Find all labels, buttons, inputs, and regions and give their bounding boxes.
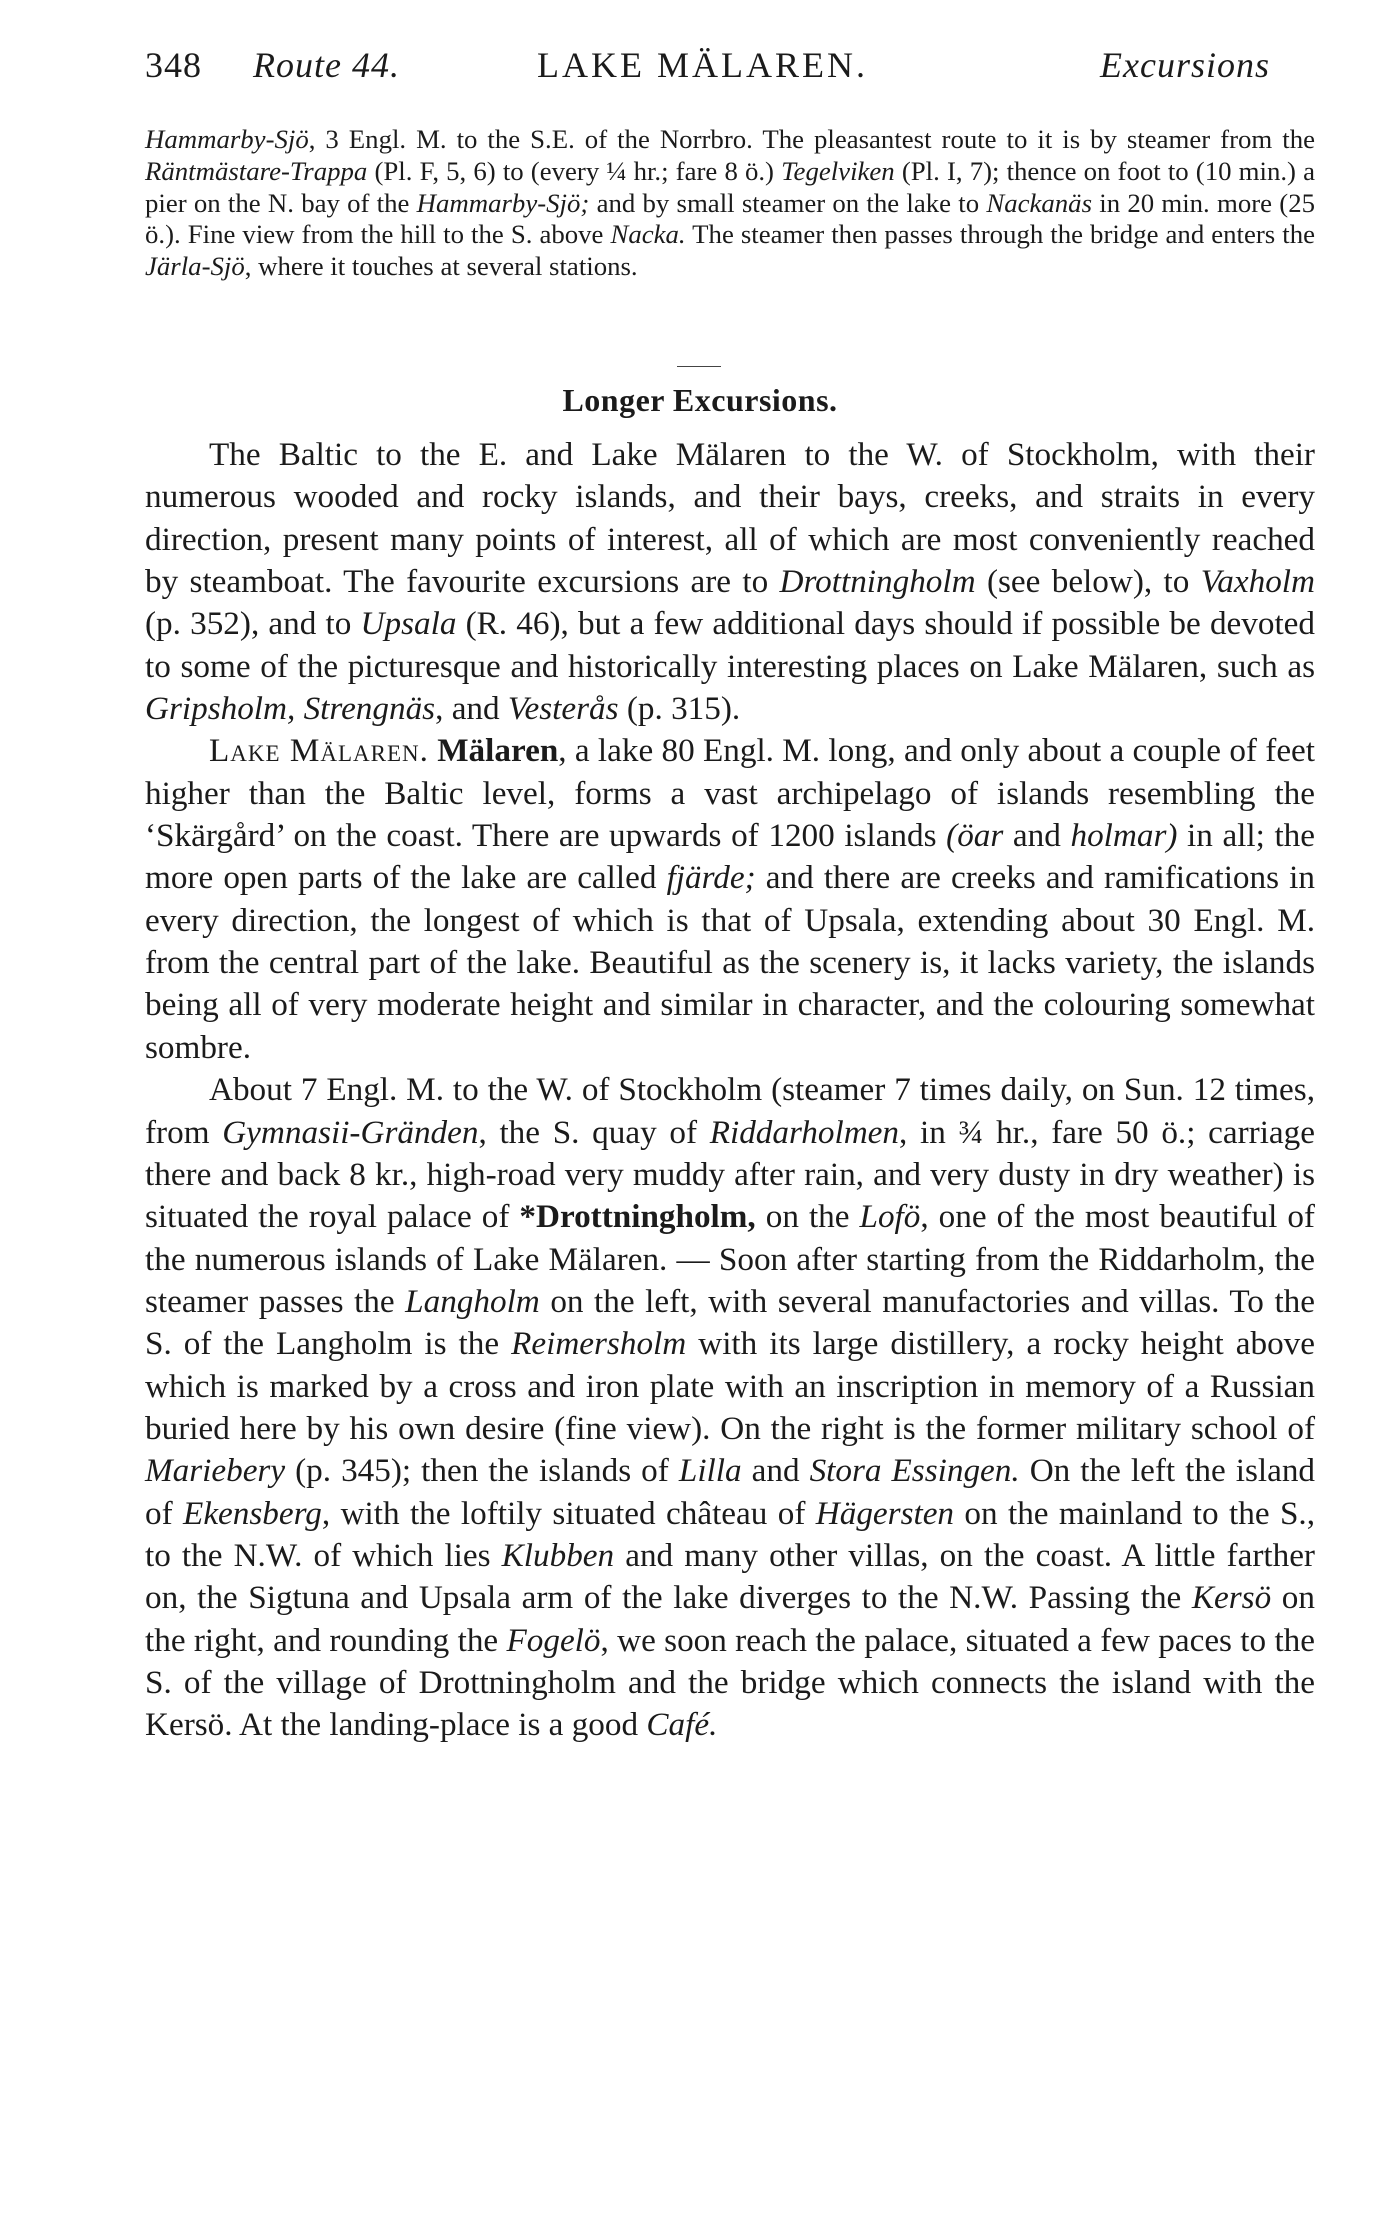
paragraph [145, 730, 1315, 1069]
text-run: , the S. quay of [478, 1113, 710, 1151]
place-name: Hägersten [815, 1494, 955, 1532]
section-label: Excursions [1100, 45, 1270, 85]
place-name: Hammarby-Sjö [145, 124, 309, 154]
place-name: Lofö [859, 1198, 921, 1236]
text-run: The steamer then passes through the bridge and enters the [685, 219, 1315, 250]
running-title: LAKE MÄLAREN. [537, 45, 868, 85]
text-run: on the mainland to the S., to the N.W. of which lies [145, 1494, 1315, 1574]
place-name: Vaxholm [1200, 563, 1315, 601]
text-run: About 7 Engl. M. to the W. of Stockholm (steamer 7 times daily, on Sun. 12 times, from [145, 1071, 1315, 1151]
foreign-term: (öar [946, 817, 1004, 855]
text-run: and [741, 1452, 810, 1490]
text-run: and by small steamer on the lake to [589, 187, 987, 218]
text-run: (Pl. I, 7); thence on foot to (10 min.) a pier on the N. bay of the [145, 155, 1315, 218]
place-name: Räntmästare-Trappa [145, 155, 368, 186]
text-run: on the left, with several manufactories and villas. To the S. of the Langholm is the [145, 1282, 1315, 1363]
text-run: , a lake 80 Engl. M. long, and only about a couple of feet higher than the Baltic level, forms a vast archipelago of islands resembling the ‘Skärgård’ on the coast. There are upwards of 1200 islands [145, 732, 1316, 855]
place-name: Gripsholm, Strengnäs [145, 690, 436, 728]
text-run: , in ¾ hr., fare 50 ö.; carriage there and back 8 kr., high-road very muddy after rain, and very dusty in dry weather) is situated the royal palace of [145, 1113, 1315, 1236]
place-name: Hammarby-Sjö; [416, 187, 590, 218]
page-number: 348 [145, 45, 202, 85]
text-run: , with the loftily situated château of [321, 1494, 816, 1532]
place-name: Café. [646, 1706, 718, 1744]
text-run: On the left the island of [145, 1452, 1316, 1532]
text-run: (see below), to [975, 563, 1201, 601]
place-name: Upsala [360, 605, 457, 643]
text-run: , and [435, 690, 508, 728]
paragraph [145, 434, 1315, 730]
section-heading: Longer Excursions. [562, 382, 838, 418]
text-run: (Pl. F, 5, 6) to (every ¼ hr.; fare 8 ö.) [367, 155, 782, 186]
text-run: , 3 Engl. M. to the S.E. of the Norrbro. The pleasantest route to it is by steamer from the [308, 124, 1315, 154]
place-name: Tegelviken [781, 155, 895, 186]
place-name: Klubben [501, 1536, 615, 1574]
place-name: Ekensberg [183, 1494, 322, 1532]
place-name: Nackanäs [986, 187, 1093, 218]
paragraph [145, 1069, 1315, 1747]
text-run: and [1003, 817, 1071, 855]
bold-term: Mälaren [437, 732, 559, 770]
place-name: Järla-Sjö [145, 251, 245, 282]
text-run: , one of the most beautiful of the numerous islands of Lake Mälaren. — Soon after starting from the Riddarholm, the steamer passes the [145, 1198, 1315, 1320]
text-run: (p. 352), and to [145, 605, 361, 643]
text-run: on the [755, 1198, 860, 1236]
text-run: on the right, and rounding the [145, 1579, 1315, 1659]
text-run: , where it touches at several stations. [244, 251, 638, 282]
foreign-term: holmar) [1070, 817, 1178, 855]
text-run: in all; the more open parts of the lake are called [145, 817, 1315, 897]
place-name: Nacka. [610, 219, 686, 250]
paragraph [145, 124, 1315, 283]
place-name: Gymnasii-Gränden [222, 1113, 479, 1151]
place-name: Vesterås [507, 690, 619, 728]
small-caps-heading: Lake Mälaren. [209, 732, 429, 770]
place-name: Stora Essingen. [809, 1452, 1020, 1490]
place-name: Lilla [678, 1452, 742, 1490]
place-name: Reimersholm [511, 1325, 687, 1363]
section-divider [677, 366, 721, 367]
text-run: with its large distillery, a rocky height above which is marked by a cross and iron plate with an inscription in memory of a Russian buried here by his own desire (fine view). On the right is the former military school of [145, 1325, 1315, 1447]
place-name: Kersö [1191, 1579, 1272, 1617]
bold-term: *Drottningholm, [519, 1198, 756, 1236]
foreign-term: fjärde; [666, 859, 756, 897]
place-name: Langholm [405, 1282, 540, 1320]
place-name: Mariebery [145, 1452, 286, 1490]
place-name: Riddarholmen [709, 1113, 899, 1151]
text-run: and many other villas, on the coast. A little farther on, the Sigtuna and Upsala arm of the lake diverges to the N.W. Passing the [145, 1536, 1315, 1617]
main-text [145, 434, 1315, 1747]
route-label: Route 44. [253, 45, 400, 85]
text-run: (p. 345); then the islands of [285, 1452, 679, 1490]
text-run: (R. 46), but a few additional days should if possible be devoted to some of the picturesque and historically interesting places on Lake Mälaren, such as [145, 605, 1315, 685]
text-run: The Baltic to the E. and Lake Mälaren to the W. of Stockholm, with their numerous wooded and rocky islands, and their bays, creeks, and straits in every direction, present many points of interest, all of which are most conveniently reached by steamboat. The favourite excursions are to [145, 436, 1315, 601]
text-run: in 20 min. more (25 ö.). Fine view from the hill to the S. above [145, 187, 1316, 250]
place-name: Fogelö [506, 1621, 601, 1659]
text-run: , we soon reach the palace, situated a few paces to the S. of the village of Drottningholm and the bridge which connects the island with the Kersö. At the landing-place is a good [145, 1621, 1315, 1744]
running-header [145, 44, 1270, 90]
intro-paragraph [145, 124, 1315, 283]
text-run: and there are creeks and ramifications in every direction, the longest of which is that of Upsala, extending about 30 Engl. M. from the central part of the lake. Beautiful as the scenery is, it lacks variety, the islands being all of very moderate height and similar in character, and the colouring somewhat sombre. [145, 859, 1315, 1066]
text-run: (p. 315). [618, 690, 741, 728]
place-name: Drottningholm [779, 563, 976, 601]
